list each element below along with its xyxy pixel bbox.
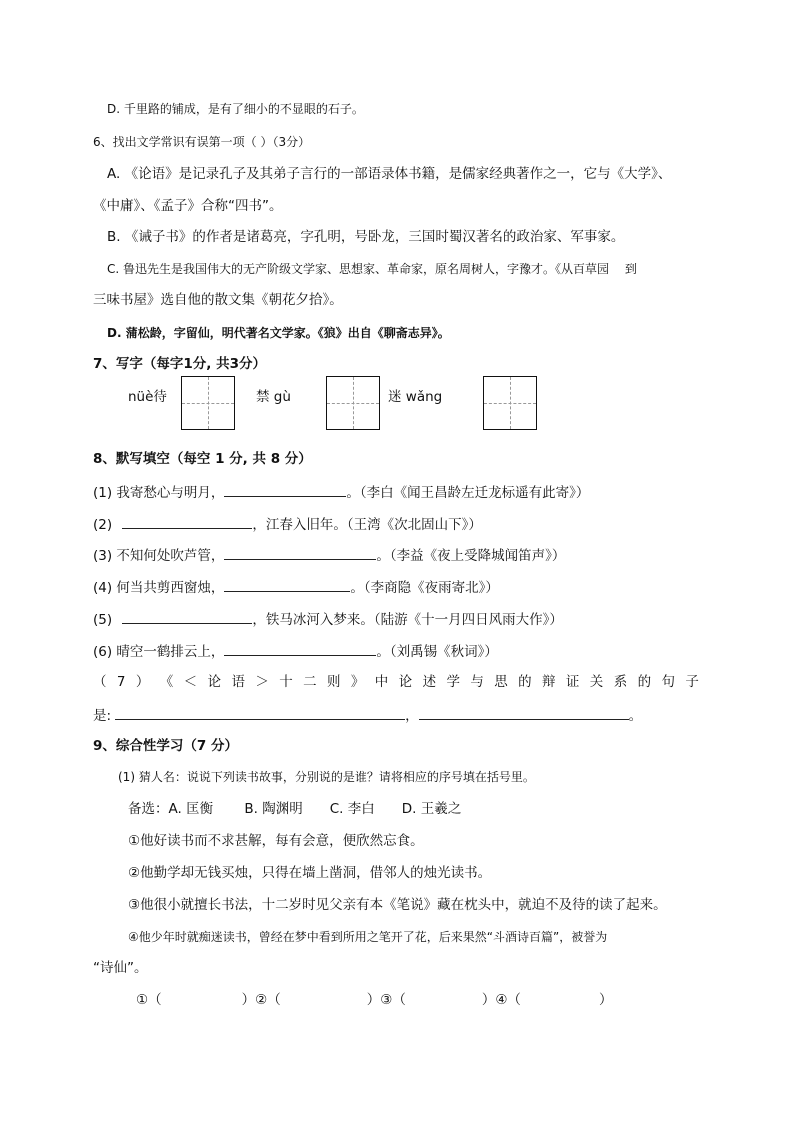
q8-l7-char: 7 (116, 674, 126, 690)
q8-line-2-number: (2) (93, 517, 113, 533)
q8-l7-char: 则 (327, 674, 341, 690)
q8-line-5-number: (5) (93, 612, 113, 628)
q9-answer-row (136, 991, 612, 1009)
q8-line-6-number: (6) (93, 644, 113, 660)
q8-l7-char: 的 (637, 674, 652, 690)
q9-story-2: ②他勤学却无钱买烛，只得在墙上凿洞，借邻人的烛光读书。 (128, 865, 492, 881)
q9-story-4-line2: “诗仙”。 (93, 960, 148, 976)
q8-l7-char: ＞ (255, 674, 269, 690)
q7-writing-box-1[interactable] (181, 376, 235, 430)
q8-line-6-suffix: 。（刘禹锡《秋词》） (376, 644, 498, 660)
q8-blank-2[interactable] (122, 514, 252, 529)
q8-blank-3[interactable] (224, 545, 376, 560)
q8-line-2-suffix: ，江春入旧年。（王湾《次北固山下》） (252, 517, 482, 533)
q9-title: 9、综合性学习（7 分） (93, 738, 238, 754)
q9-answer-2-open: ）②（ (241, 992, 281, 1008)
q8-l7-char: ＜ (183, 674, 198, 690)
q6-option-d: D. 蒲松龄，字留仙，明代著名文学家。《狼》出自《聊斋志异》。 (107, 326, 450, 340)
q6-option-a-line2: 《中庸》、《孟子》合称“四书”。 (93, 198, 283, 214)
q7-writing-box-2[interactable] (326, 376, 380, 430)
q8-line-2 (93, 514, 482, 534)
q8-l7-char: 《 (159, 674, 174, 690)
q9-answer-1-open: ①（ (136, 992, 162, 1008)
q8-l7-char: 系 (613, 674, 628, 690)
q5-option-d: D. 千里路的铺成，是有了细小的不显眼的石子。 (107, 102, 364, 116)
q9-options: 备选：A. 匡衡 B. 陶渊明 C. 李白 D. 王羲之 (128, 801, 462, 817)
q8-line-1-suffix: 。（李白《闻王昌龄左迁龙标遥有此寄》） (346, 485, 590, 501)
q8-line-4-suffix: 。（李商隐《夜雨寄北》） (350, 580, 499, 596)
q8-line-4-prefix: 何当共剪西窗烛， (116, 580, 225, 596)
q8-blank-4[interactable] (224, 577, 350, 592)
q8-l7-char: 》 (350, 674, 365, 690)
q7-item3-label: 迷 wǎng (388, 389, 443, 405)
q8-line-7-answer (93, 705, 642, 725)
q6-option-c-line2: 三味书屋》选自他的散文集《朝花夕拾》。 (93, 292, 343, 308)
q8-l7-char: ） (135, 674, 150, 690)
q8-l7-char: 二 (303, 674, 317, 690)
q7-item1-label: nüè待 (128, 389, 167, 405)
q8-line-1-number: (1) (93, 485, 113, 501)
q9-story-1: ①他好读书而不求甚解，每有会意，便欣然忘食。 (128, 833, 424, 849)
q8-line-5-suffix: ，铁马冰河入梦来。（陆游《十一月四日风雨大作》） (252, 612, 563, 628)
q8-line-3-number: (3) (93, 548, 113, 564)
q6-option-b: B. 《诫子书》的作者是诸葛亮，字孔明，号卧龙，三国时蜀汉著名的政治家、军事家。 (107, 229, 625, 245)
q8-line-7-question (93, 673, 699, 691)
q9-answer-close: ） (598, 992, 613, 1008)
q8-l7-char: 子 (685, 674, 699, 690)
q8-line-7-prefix: 是: (93, 708, 112, 724)
q8-l7-char: 论 (398, 674, 413, 690)
q9-intro: (1) 猜人名：说说下列读书故事，分别说的是谁？请将相应的序号填在括号里。 (118, 770, 535, 784)
q8-l7-char: 论 (207, 674, 222, 690)
q7-title: 7、写字（每字1分, 共3分） (93, 356, 267, 372)
q6-option-a-line1: A. 《论语》是记录孔子及其弟子言行的一部语录体书籍，是儒家经典著作之一，它与《大学》、 (107, 166, 672, 182)
q8-l7-char: 与 (470, 674, 484, 690)
q8-l7-char: 思 (494, 674, 508, 690)
q8-line-3-prefix: 不知何处吹芦管， (116, 548, 225, 564)
q8-blank-7a[interactable] (115, 705, 405, 720)
q8-l7-char: 语 (231, 674, 245, 690)
q8-line-3-suffix: 。（李益《夜上受降城闻笛声》） (376, 548, 566, 564)
q7-item2-label: 禁 gù (256, 389, 291, 405)
q8-l7-char: 辩 (542, 674, 556, 690)
q8-blank-5[interactable] (122, 609, 252, 624)
q8-line-5 (93, 609, 563, 629)
q8-line-3 (93, 545, 565, 565)
q8-line-1-prefix: 我寄愁心与明月， (116, 485, 225, 501)
q6-title: 6、找出文学常识有误第一项（ ）（3分） (93, 135, 311, 149)
q8-line-4-number: (4) (93, 580, 113, 596)
q8-blank-6[interactable] (224, 641, 376, 656)
q8-l7-char: 述 (422, 674, 437, 690)
q8-l7-char: 关 (589, 674, 604, 690)
q9-story-3: ③他很小就擅长书法，十二岁时见父亲有本《笔说》藏在枕头中，就迫不及待的读了起来。 (128, 897, 667, 913)
q8-blank-7b[interactable] (419, 705, 629, 720)
q9-story-4-line1: ④他少年时就痴迷读书，曾经在梦中看到所用之笔开了花，后来果然“斗酒诗百篇”，被誉为 (128, 930, 608, 944)
q8-l7-char: 学 (446, 674, 460, 690)
q8-line-1 (93, 482, 589, 502)
q8-blank-1[interactable] (224, 482, 346, 497)
q8-line-6-prefix: 晴空一鹤排云上， (116, 644, 225, 660)
q8-line-7-period: 。 (628, 708, 643, 724)
q8-title: 8、默写填空（每空 1 分, 共 8 分） (93, 451, 312, 467)
q8-l7-char: 中 (374, 674, 389, 690)
q8-l7-char: 句 (661, 674, 675, 690)
q8-line-4 (93, 577, 499, 597)
q7-writing-box-3[interactable] (483, 376, 537, 430)
q9-answer-4-open: ）④（ (481, 992, 521, 1008)
q8-line-6 (93, 641, 498, 661)
q8-line-7-comma: ， (405, 708, 419, 724)
q9-answer-3-open: ）③（ (366, 992, 406, 1008)
q8-l7-char: 证 (565, 674, 580, 690)
q8-l7-char: 的 (518, 674, 532, 690)
q8-l7-char: 十 (279, 674, 293, 690)
q8-l7-char: （ (93, 674, 107, 690)
q6-option-c-line1: C. 鲁迅先生是我国伟大的无产阶级文学家、思想家、革命家，原名周树人，字豫才。《从百草园 到 (107, 262, 637, 276)
